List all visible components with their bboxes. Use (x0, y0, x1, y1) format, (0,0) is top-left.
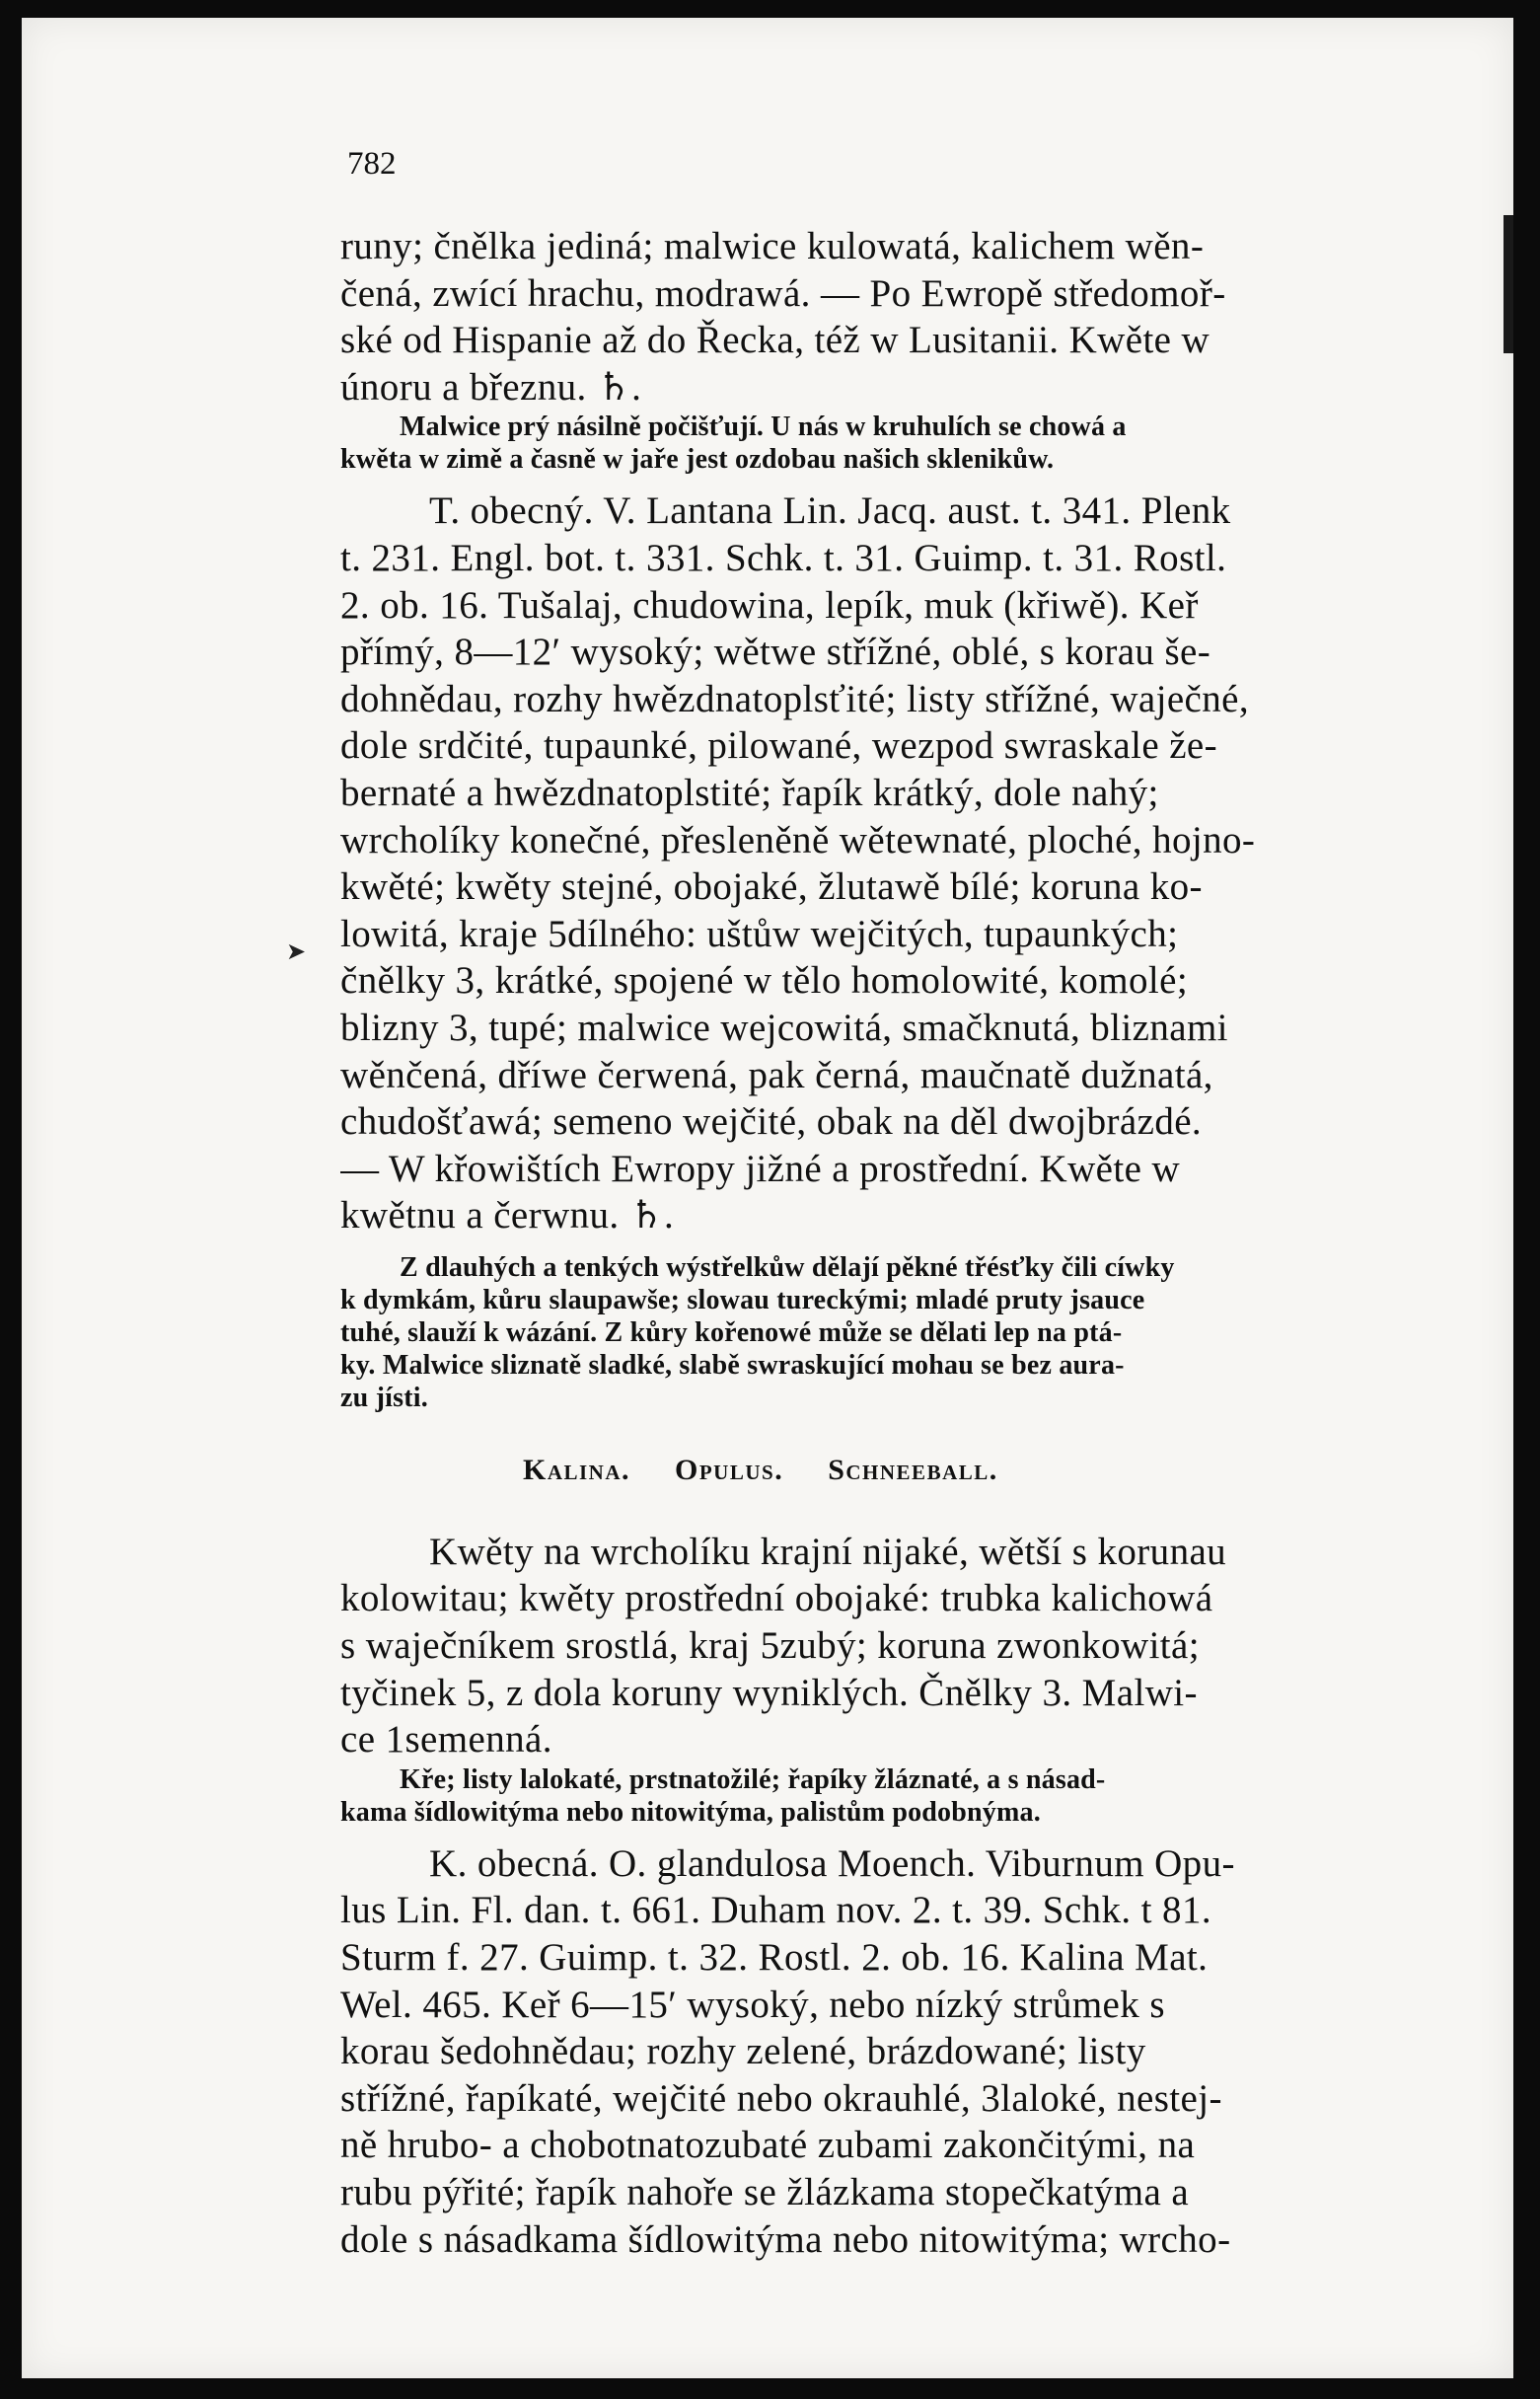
text-line: — W křowištích Ewropy jižné a prostřední. Kwěte w (340, 1147, 1181, 1190)
binding-edge (1503, 215, 1513, 353)
text-line: dole srdčité, tupaunké, pilowané, wezpod swraskale že- (340, 724, 1218, 768)
text-line: čnělky 3, krátké, spojené w tělo homolowité, komolé; (340, 959, 1189, 1003)
text-line: chudošťawá; semeno wejčité, obak na děl dwojbrázdé. (340, 1100, 1203, 1144)
text-line: 2. ob. 16. Tušalaj, chudowina, lepík, muk (křiwě). Keř (340, 583, 1199, 627)
margin-pointer-icon: ➤ (286, 937, 307, 965)
note-line: Z dlauhých a tenkých wýstřelkůw dělají pěkné třésťky čili cíwky (400, 1251, 1175, 1283)
text-line: lowitá, kraje 5dílného: uštůw wejčitých, tupaunkých; (340, 912, 1179, 955)
text-line: ně hrubo- a chobotnatozubaté zubami zakončitými, na (340, 2124, 1196, 2167)
note-line: kama šídlowitýma nebo nitowitýma, palistům podobnýma. (340, 1796, 1041, 1828)
text-line: blizny 3, tupé; malwice wejcowitá, smačknutá, bliznami (340, 1006, 1228, 1049)
book-page (22, 18, 1513, 2378)
text-line: střížné, řapíkaté, wejčité nebo okrauhlé, 3laloké, nestej- (340, 2076, 1222, 2120)
text-line: bernaté a hwězdnatoplstité; řapík krátký, dole nahý; (340, 771, 1159, 814)
text-line: únoru a březnu. ♄. (340, 365, 642, 409)
text-line: ce 1semenná. (340, 1718, 552, 1762)
text-line: kolowitau; kwěty prostřední obojaké: trubka kalichowá (340, 1577, 1213, 1620)
note-line: kwěta w zimě a časně w jaře jest ozdobau našich sklenikůw. (340, 444, 1055, 476)
text-line: wrcholíky konečné, přesleněně wětewnaté, ploché, hojno- (340, 818, 1256, 862)
note-line: Malwice prý násilně počišťují. U nás w kruhulích se chowá a (400, 412, 1127, 443)
text-line: kwěté; kwěty stejné, obojaké, žlutawě bílé; koruna ko- (340, 865, 1203, 909)
text-line: t. 231. Engl. bot. t. 331. Schk. t. 31. Guimp. t. 31. Rostl. (340, 536, 1227, 579)
text-line: lus Lin. Fl. dan. t. 661. Duham nov. 2. t. 39. Schk. t 81. (340, 1889, 1211, 1932)
text-line: wěnčená, dříwe čerwená, pak černá, maučnatě dužnatá, (340, 1053, 1213, 1096)
text-line: Wel. 465. Keř 6—15′ wysoký, nebo nízký strůmek s (340, 1983, 1165, 2026)
text-line: dohnědau, rozhy hwězdnatoplsťité; listy střížné, waječné, (340, 677, 1250, 720)
text-line: rubu pýřité; řapík nahoře se žlázkama stopečkatýma a (340, 2171, 1190, 2213)
text-line: T. obecný. V. Lantana Lin. Jacq. aust. t. 341. Plenk (429, 489, 1231, 533)
text-line: Kwěty na wrcholíku krajní nijaké, wětší s korunau (429, 1530, 1227, 1573)
text-line: dole s násadkama šídlowitýma nebo nitowitýma; wrcho- (340, 2217, 1231, 2261)
note-line: tuhé, slauží k wázání. Z kůry kořenowé může se dělati lep na ptá- (340, 1316, 1123, 1348)
genus-name-german: Schneeball. (828, 1453, 998, 1486)
text-line: runy; čnělka jediná; malwice kulowatá, kalichem wěn- (340, 225, 1205, 267)
note-line: ky. Malwice sliznatě sladké, slabě swraskující mohau se bez aura- (340, 1349, 1125, 1381)
note-line: Kře; listy lalokaté, prstnatožilé; řapíky žláznaté, a s násad- (400, 1763, 1106, 1795)
text-line: tyčinek 5, z dola koruny wyniklých. Čnělky 3. Malwi- (340, 1671, 1198, 1714)
text-line: korau šedohnědau; rozhy zelené, brázdowané; listy (340, 2030, 1146, 2073)
genus-name-czech: Kalina. (523, 1453, 631, 1486)
page-number: 782 (347, 146, 397, 182)
text-line: přímý, 8—12′ wysoký; wětwe střížné, oblé, s korau še- (340, 631, 1211, 674)
note-line: k dymkám, kůru slaupawše; slowau tureckými; mladé pruty jsauce (340, 1284, 1145, 1315)
text-line: kwětnu a čerwnu. ♄. (340, 1194, 675, 1237)
genus-heading (340, 1448, 1435, 1493)
text-line: K. obecná. O. glandulosa Moench. Viburnum Opu- (429, 1841, 1235, 1885)
text-line: čená, zwící hrachu, modrawá. — Po Ewropě středomoř- (340, 271, 1226, 315)
genus-name-latin: Opulus. (675, 1453, 784, 1486)
text-line: Sturm f. 27. Guimp. t. 32. Rostl. 2. ob. 16. Kalina Mat. (340, 1936, 1209, 1980)
note-line: zu jísti. (340, 1382, 428, 1413)
page-text (340, 223, 1435, 2263)
text-line: s waječníkem srostlá, kraj 5zubý; koruna zwonkowitá; (340, 1624, 1200, 1668)
text-line: ské od Hispanie až do Řecka, též w Lusitanii. Kwěte w (340, 319, 1210, 362)
